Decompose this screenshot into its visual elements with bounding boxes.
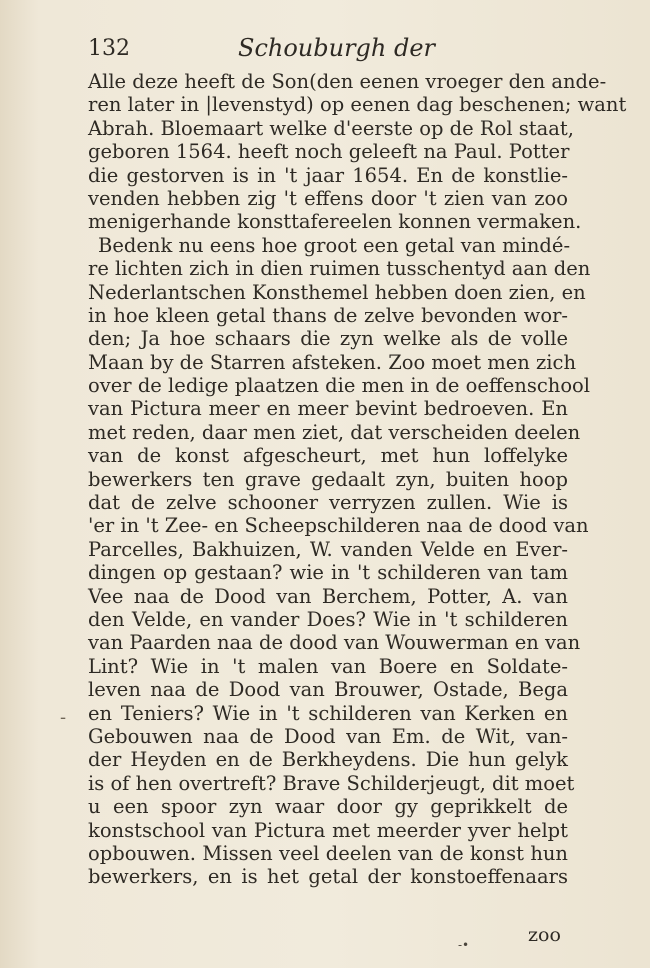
text-line: venden hebben zig 't effens door 't zien van zoo [88, 186, 568, 210]
text-line: Parcelles, Bakhuizen, W. vanden Velde en Ever- [88, 537, 568, 561]
text-line: opbouwen. Missen veel deelen van de konst hun [88, 841, 568, 865]
text-line: die gestorven is in 't jaar 1654. En de konstlie- [88, 163, 568, 187]
text-line: bewerkers, en is het getal der konstoeffenaars [88, 865, 568, 889]
text-line: Alle deze heeft de Son(den eenen vroeger den ande- [88, 70, 607, 93]
text-line: in hoe kleen getal thans de zelve bevonden wor- [88, 303, 568, 327]
text-line: re lichten zich in dien ruimen tusschentyd aan den [88, 257, 591, 281]
text-line: van Paarden naa de dood van Wouwerman en van [88, 631, 581, 655]
text-line: over de ledige plaatzen die men in de oeffenschool [88, 374, 591, 398]
text-line: Maan by de Starren afsteken. Zoo moet men zich [88, 350, 577, 374]
text-line: geboren 1564. heeft noch geleeft na Paul. Potter [88, 140, 570, 164]
page-number: 132 [88, 36, 130, 61]
text-line: van de konst afgescheurt, met hun loffelyke [88, 444, 568, 468]
text-line: u een spoor zyn waar door gy geprikkelt de [88, 795, 568, 819]
catchword: zoo [528, 924, 561, 946]
text-line: ren later in |levenstyd) op eenen dag beschenen; want [88, 93, 627, 117]
text-line: menigerhande konsttafereelen konnen vermaken. [88, 210, 582, 234]
text-line: den Velde, en vander Does? Wie in 't schilderen [88, 607, 568, 631]
text-line: en Teniers? Wie in 't schilderen van Kerken en [88, 701, 568, 725]
text-line: is of hen overtreft? Brave Schilderjeugt, dit moet [88, 771, 575, 795]
text-line: leven naa de Dood van Brouwer, Ostade, Bega [88, 678, 568, 702]
text-line: Abrah. Bloemaart welke d'eerste op de Rol staat, [88, 116, 574, 140]
body-text [88, 70, 627, 889]
text-line: dingen op gestaan? wie in 't schilderen van tam [88, 561, 568, 585]
text-line: Nederlantschen Konsthemel hebben doen zien, en [88, 280, 586, 304]
text-line: konstschool van Pictura met meerder yver helpt [88, 818, 568, 842]
page-header [88, 34, 578, 68]
bottom-mark: -• [458, 938, 470, 952]
text-line: met reden, daar men ziet, dat verscheiden deelen [88, 420, 581, 444]
text-line: dat de zelve schooner verryzen zullen. Wie is [88, 491, 568, 515]
margin-mark: - [60, 707, 67, 728]
text-line: den; Ja hoe schaars die zyn welke als de volle [88, 327, 568, 351]
running-title: Schouburgh der [238, 34, 436, 62]
text-line: van Pictura meer en meer bevint bedroeven. En [88, 397, 568, 421]
text-line: Gebouwen naa de Dood van Em. de Wit, van- [88, 724, 568, 748]
text-line: bewerkers ten grave gedaalt zyn, buiten hoop [88, 467, 568, 491]
text-line: Vee naa de Dood van Berchem, Potter, A. van [88, 584, 568, 608]
text-line: der Heyden en de Berkheydens. Die hun gelyk [88, 748, 568, 772]
text-line: 'er in 't Zee- en Scheepschilderen naa de dood van [88, 514, 589, 538]
text-line: Lint? Wie in 't malen van Boere en Soldate- [88, 654, 568, 678]
text-line: Bedenk nu eens hoe groot een getal van mindé- [98, 233, 571, 257]
